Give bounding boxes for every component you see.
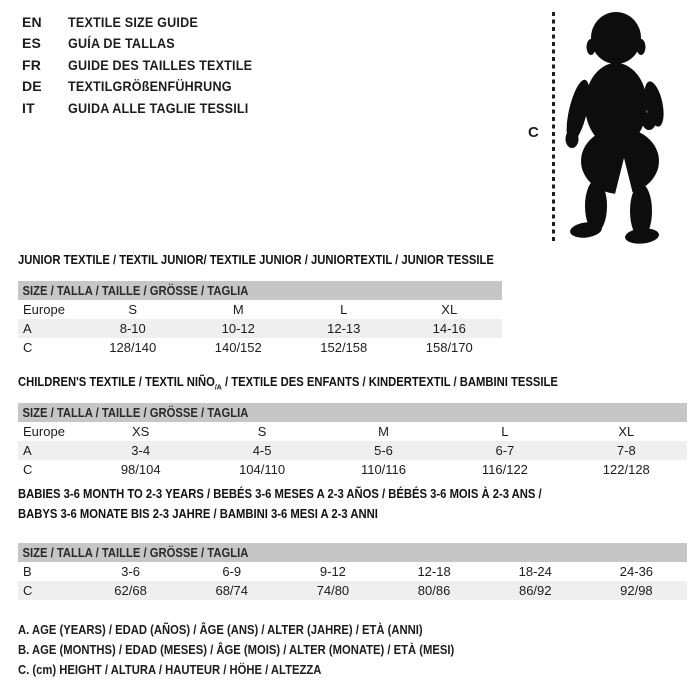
table-cell: 9-12 bbox=[319, 564, 346, 579]
row-label-cell: Europe bbox=[23, 302, 65, 317]
language-title: TEXTILE SIZE GUIDE bbox=[68, 13, 198, 30]
row-label-cell: A bbox=[23, 443, 32, 458]
language-title: GUÍA DE TALLAS bbox=[68, 35, 175, 52]
title-text: JUNIOR TEXTILE / TEXTIL JUNIOR/ TEXTILE JUNIOR / JUNIORTEXTIL / JUNIOR TESSILE bbox=[18, 253, 494, 267]
table-cell: 122/128 bbox=[602, 462, 650, 477]
table-cell: 5-6 bbox=[374, 443, 393, 458]
title-text: /A bbox=[214, 382, 222, 392]
table-cell: 158/170 bbox=[425, 340, 473, 355]
footnote-line: B. AGE (MONTHS) / EDAD (MESES) / ÂGE (MOIS) / ALTER (MONATE) / ETÀ (MESI) bbox=[18, 643, 455, 657]
table-cell: 18-24 bbox=[518, 564, 552, 579]
size-table bbox=[18, 281, 502, 357]
table-cell: L bbox=[340, 302, 348, 317]
section-title-line bbox=[18, 504, 542, 524]
language-code: DE bbox=[22, 78, 42, 95]
row-label-cell: A bbox=[23, 321, 32, 336]
footnote-line: C. (cm) HEIGHT / ALTURA / HAUTEUR / HÖHE / ALTEZZA bbox=[18, 663, 322, 677]
title-text: BABYS 3-6 MONATE BIS 2-3 JAHRE / BAMBINI 3-6 MESI A 2-3 ANNI bbox=[18, 507, 378, 521]
table-cell: 104/110 bbox=[239, 462, 286, 477]
size-table-header-text: SIZE / TALLA / TAILLE / GRÖSSE / TAGLIA bbox=[22, 545, 249, 560]
language-title: GUIDA ALLE TAGLIE TESSILI bbox=[68, 99, 249, 116]
language-title: GUIDE DES TAILLES TEXTILE bbox=[68, 56, 253, 73]
table-cell: 8-10 bbox=[119, 321, 146, 336]
title-text: / TEXTILE DES ENFANTS / KINDERTEXTIL / BAMBINI TESSILE bbox=[221, 375, 558, 389]
language-row bbox=[22, 54, 273, 76]
section-title-line bbox=[18, 250, 494, 270]
table-cell: 74/80 bbox=[316, 583, 350, 598]
size-table-header-bar bbox=[18, 281, 502, 300]
table-row bbox=[18, 460, 687, 479]
footnotes bbox=[18, 620, 503, 680]
row-label-cell: C bbox=[23, 340, 33, 355]
table-cell: XL bbox=[441, 302, 458, 317]
baby-silhouette-icon bbox=[556, 8, 668, 248]
language-code: ES bbox=[22, 35, 42, 52]
table-cell: 152/158 bbox=[320, 340, 368, 355]
table-row bbox=[18, 562, 687, 581]
size-table bbox=[18, 403, 687, 479]
size-table-header-bar bbox=[18, 543, 687, 562]
language-row bbox=[22, 33, 273, 55]
row-label-cell: C bbox=[23, 462, 33, 477]
table-cell: 10-12 bbox=[221, 321, 255, 336]
table-cell: S bbox=[257, 424, 267, 439]
table-cell: M bbox=[232, 302, 244, 317]
language-code: IT bbox=[22, 99, 35, 116]
table-cell: 128/140 bbox=[109, 340, 157, 355]
size-table-header-text: SIZE / TALLA / TAILLE / GRÖSSE / TAGLIA bbox=[22, 405, 249, 420]
language-code: FR bbox=[22, 56, 42, 73]
table-cell: 62/68 bbox=[114, 583, 147, 598]
row-label-cell: Europe bbox=[23, 424, 65, 439]
table-cell: 68/74 bbox=[215, 583, 249, 598]
table-cell: 14-16 bbox=[432, 321, 466, 336]
table-cell: 6-9 bbox=[222, 564, 242, 579]
table-cell: XS bbox=[132, 424, 150, 439]
section-title bbox=[18, 250, 547, 270]
table-cell: M bbox=[378, 424, 389, 439]
table-row bbox=[18, 338, 502, 357]
table-cell: 116/122 bbox=[481, 462, 528, 477]
section-title bbox=[18, 484, 600, 524]
language-title: TEXTILGRÖßENFÜHRUNG bbox=[68, 78, 232, 95]
size-table bbox=[18, 543, 687, 600]
language-code: EN bbox=[22, 13, 42, 30]
table-cell: 80/86 bbox=[417, 583, 451, 598]
height-measure-dashed-line bbox=[552, 12, 555, 241]
section-title-line bbox=[18, 484, 542, 504]
table-cell: S bbox=[128, 302, 138, 317]
title-text: BABIES 3-6 MONTH TO 2-3 YEARS / BEBÉS 3-6 MESES A 2-3 AÑOS / BÉBÉS 3-6 MOIS À 2-3 ANS / bbox=[18, 487, 542, 501]
table-cell: 98/104 bbox=[120, 462, 161, 477]
language-row bbox=[22, 76, 273, 98]
language-title-list bbox=[22, 11, 273, 119]
footnote-line: A. AGE (YEARS) / EDAD (AÑOS) / ÂGE (ANS) / ALTER (JAHRE) / ETÀ (ANNI) bbox=[18, 623, 423, 637]
table-row bbox=[18, 422, 687, 441]
table-cell: 4-5 bbox=[252, 443, 272, 458]
size-table-header-bar bbox=[18, 403, 687, 422]
table-cell: 140/152 bbox=[214, 340, 262, 355]
row-label-cell: C bbox=[23, 583, 33, 598]
table-cell: XL bbox=[618, 424, 635, 439]
table-cell: 3-4 bbox=[131, 443, 151, 458]
table-row bbox=[18, 441, 687, 460]
section-title-line bbox=[18, 372, 558, 398]
size-table-header-text: SIZE / TALLA / TAILLE / GRÖSSE / TAGLIA bbox=[22, 283, 249, 298]
table-row bbox=[18, 319, 502, 338]
language-row bbox=[22, 97, 273, 119]
section-title bbox=[18, 372, 618, 398]
table-cell: 92/98 bbox=[620, 583, 653, 598]
table-cell: L bbox=[501, 424, 509, 439]
table-cell: 110/116 bbox=[360, 462, 407, 477]
table-cell: 6-7 bbox=[495, 443, 515, 458]
title-text: CHILDREN'S TEXTILE / TEXTIL NIÑO bbox=[18, 375, 215, 389]
language-row bbox=[22, 11, 273, 33]
table-row bbox=[18, 300, 502, 319]
table-cell: 12-13 bbox=[327, 321, 361, 336]
table-cell: 86/92 bbox=[518, 583, 552, 598]
table-cell: 12-18 bbox=[417, 564, 451, 579]
table-cell: 24-36 bbox=[619, 564, 654, 579]
measure-c-label: C bbox=[528, 124, 539, 141]
table-row bbox=[18, 581, 687, 600]
table-cell: 3-6 bbox=[121, 564, 140, 579]
table-cell: 7-8 bbox=[616, 443, 636, 458]
row-label-cell: B bbox=[23, 564, 32, 579]
